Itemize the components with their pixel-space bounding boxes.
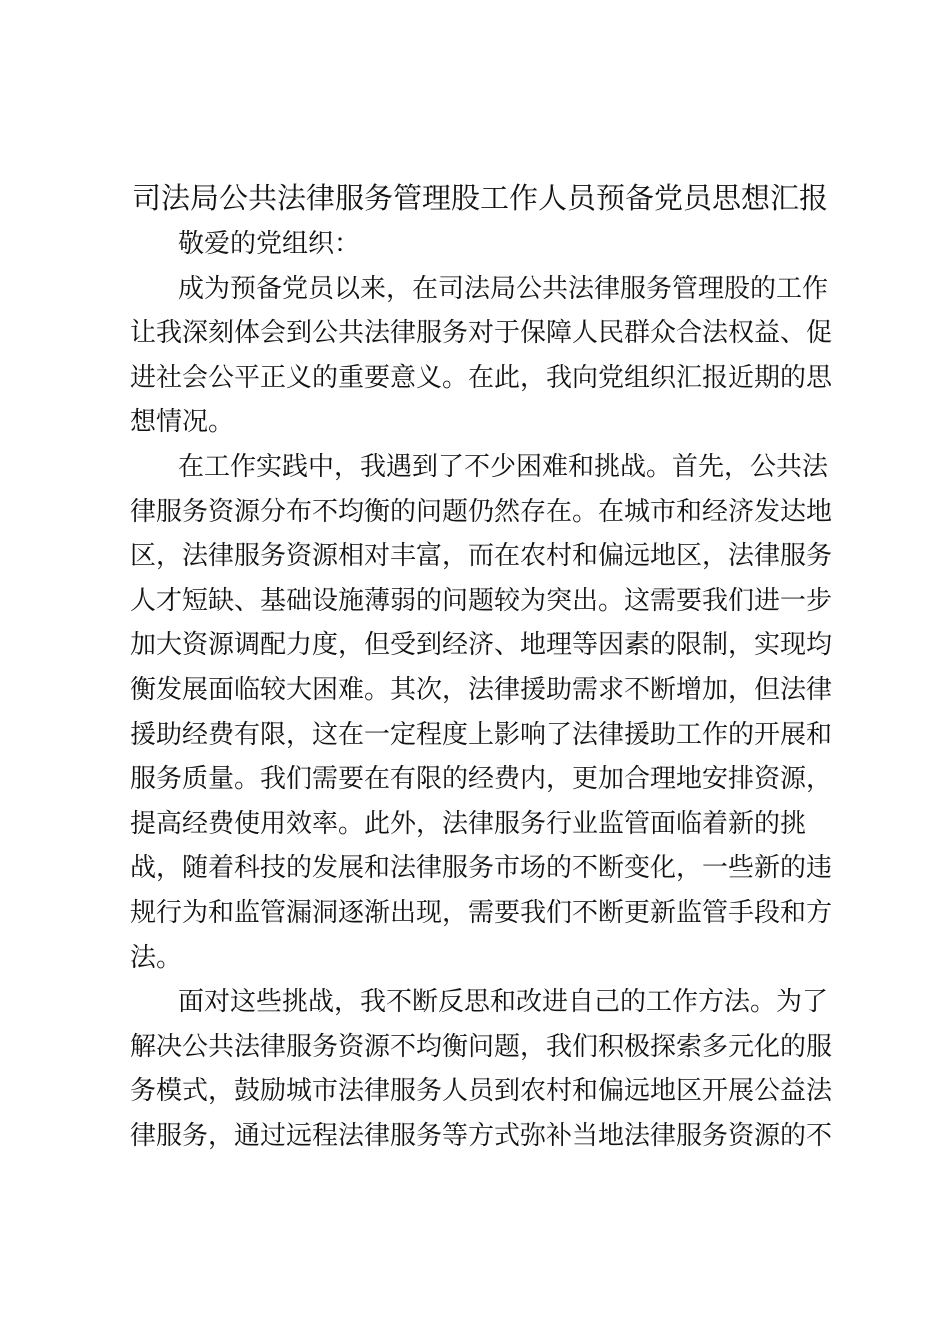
paragraph-1 bbox=[130, 267, 833, 445]
paragraph-line: 面对这些挑战，我不断反思和改进自己的工作方法。为了 bbox=[178, 987, 829, 1018]
paragraph-line: 规行为和监管漏洞逐渐出现，需要我们不断更新监管手段和方 bbox=[130, 897, 833, 928]
document-body bbox=[130, 222, 833, 1158]
paragraph-2 bbox=[130, 445, 833, 980]
paragraph-line: 援助经费有限，这在一定程度上影响了法律援助工作的开展和 bbox=[130, 719, 833, 750]
paragraph-line: 让我深刻体会到公共法律服务对于保障人民群众合法权益、促 bbox=[130, 318, 833, 349]
paragraph-line: 衡发展面临较大困难。其次，法律援助需求不断增加，但法律 bbox=[130, 674, 833, 705]
paragraph-line: 律服务资源分布不均衡的问题仍然存在。在城市和经济发达地 bbox=[130, 496, 833, 527]
paragraph-line: 务模式，鼓励城市法律服务人员到农村和偏远地区开展公益法 bbox=[130, 1076, 833, 1107]
paragraph-line: 想情况。 bbox=[130, 407, 235, 438]
paragraph-line: 人才短缺、基础设施薄弱的问题较为突出。这需要我们进一步 bbox=[130, 585, 833, 616]
paragraph-line: 服务质量。我们需要在有限的经费内，更加合理地安排资源， bbox=[130, 764, 833, 795]
paragraph-line: 进社会公平正义的重要意义。在此，我向党组织汇报近期的思 bbox=[130, 362, 833, 393]
paragraph-line: 在工作实践中，我遇到了不少困难和挑战。首先，公共法 bbox=[178, 451, 829, 482]
salutation: 敬爱的党组织： bbox=[178, 229, 361, 259]
paragraph-line: 成为预备党员以来，在司法局公共法律服务管理股的工作 bbox=[178, 273, 829, 304]
document-title: 司法局公共法律服务管理股工作人员预备党员思想汇报 bbox=[132, 181, 829, 215]
paragraph-line: 律服务，通过远程法律服务等方式弥补当地法律服务资源的不 bbox=[130, 1120, 833, 1151]
paragraph-line: 战，随着科技的发展和法律服务市场的不断变化，一些新的违 bbox=[130, 853, 833, 884]
paragraph-line: 法。 bbox=[130, 942, 183, 973]
paragraph-line: 提高经费使用效率。此外，法律服务行业监管面临着新的挑 bbox=[130, 808, 807, 839]
paragraph-3 bbox=[130, 980, 833, 1158]
paragraph-line: 加大资源调配力度，但受到经济、地理等因素的限制，实现均 bbox=[130, 630, 833, 661]
paragraph-line: 区，法律服务资源相对丰富，而在农村和偏远地区，法律服务 bbox=[130, 541, 833, 572]
paragraph-line: 解决公共法律服务资源不均衡问题，我们积极探索多元化的服 bbox=[130, 1031, 833, 1062]
